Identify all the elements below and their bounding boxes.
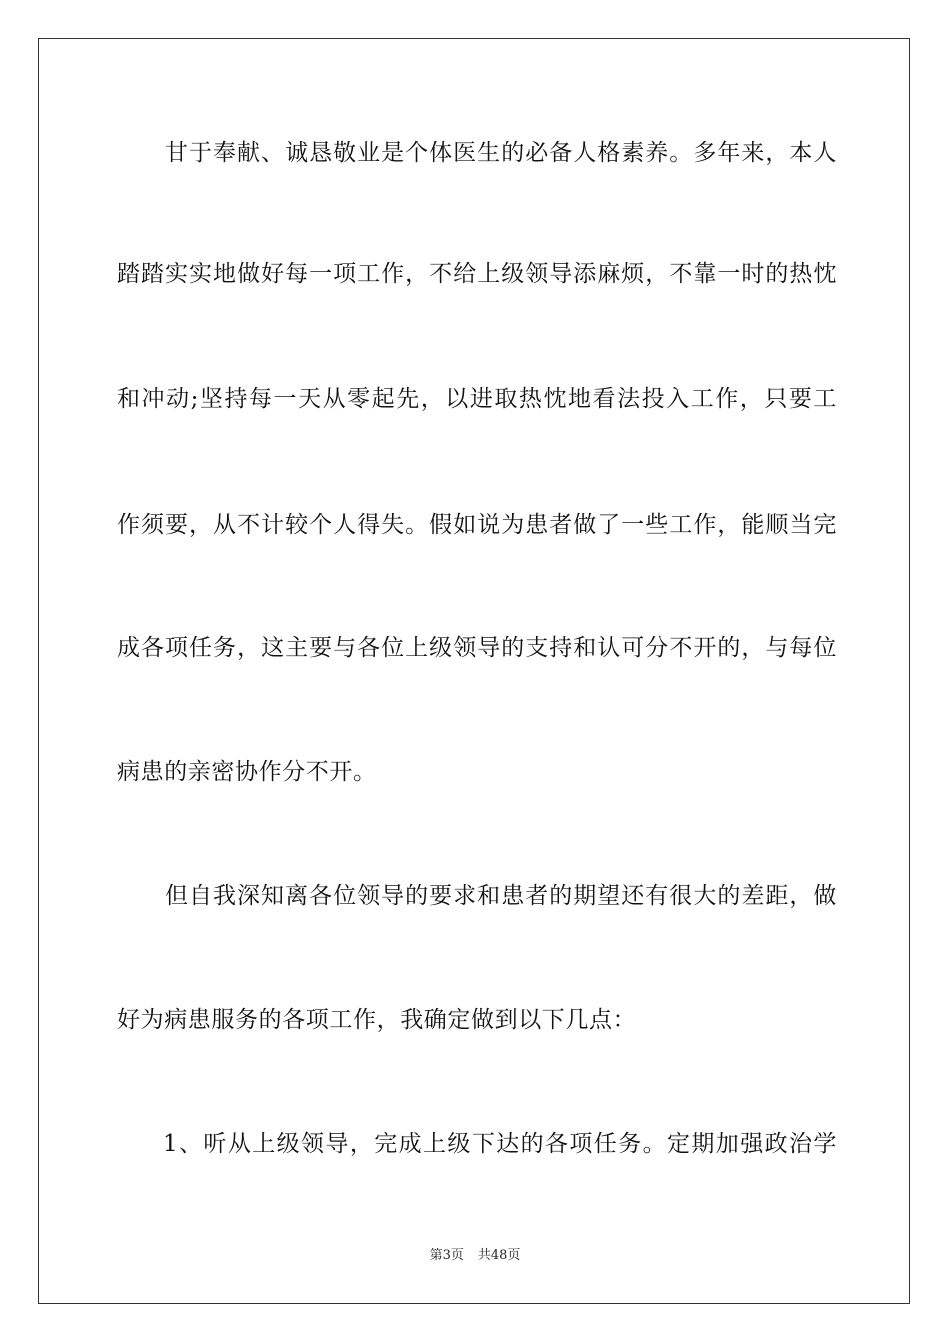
page-footer bbox=[0, 1248, 950, 1264]
paragraph-line: 但自我深知离各位领导的要求和患者的期望还有很大的差距，做 bbox=[165, 883, 837, 909]
paragraph-line: 1、听从上级领导，完成上级下达的各项任务。定期加强政治学 bbox=[163, 1131, 837, 1157]
page-border bbox=[38, 38, 910, 1304]
paragraph-line: 成各项任务，这主要与各位上级领导的支持和认可分不开的，与每位 bbox=[117, 635, 837, 661]
paragraph-line: 甘于奉献、诚恳敬业是个体医生的必备人格素养。多年来，本人 bbox=[165, 140, 837, 166]
paragraph-line: 好为病患服务的各项工作，我确定做到以下几点： bbox=[117, 1007, 637, 1033]
paragraph-line: 踏踏实实地做好每一项工作，不给上级领导添麻烦，不靠一时的热忱 bbox=[117, 261, 837, 287]
paragraph-line: 和冲动;坚持每一天从零起先，以进取热忱地看法投入工作，只要工 bbox=[117, 386, 837, 412]
paragraph-line: 病患的亲密协作分不开。 bbox=[117, 759, 377, 785]
paragraph-line: 作须要，从不计较个人得失。假如说为患者做了一些工作，能顺当完 bbox=[117, 512, 837, 538]
page-number: 第3页 bbox=[429, 1248, 464, 1263]
total-pages: 共48页 bbox=[477, 1248, 521, 1263]
